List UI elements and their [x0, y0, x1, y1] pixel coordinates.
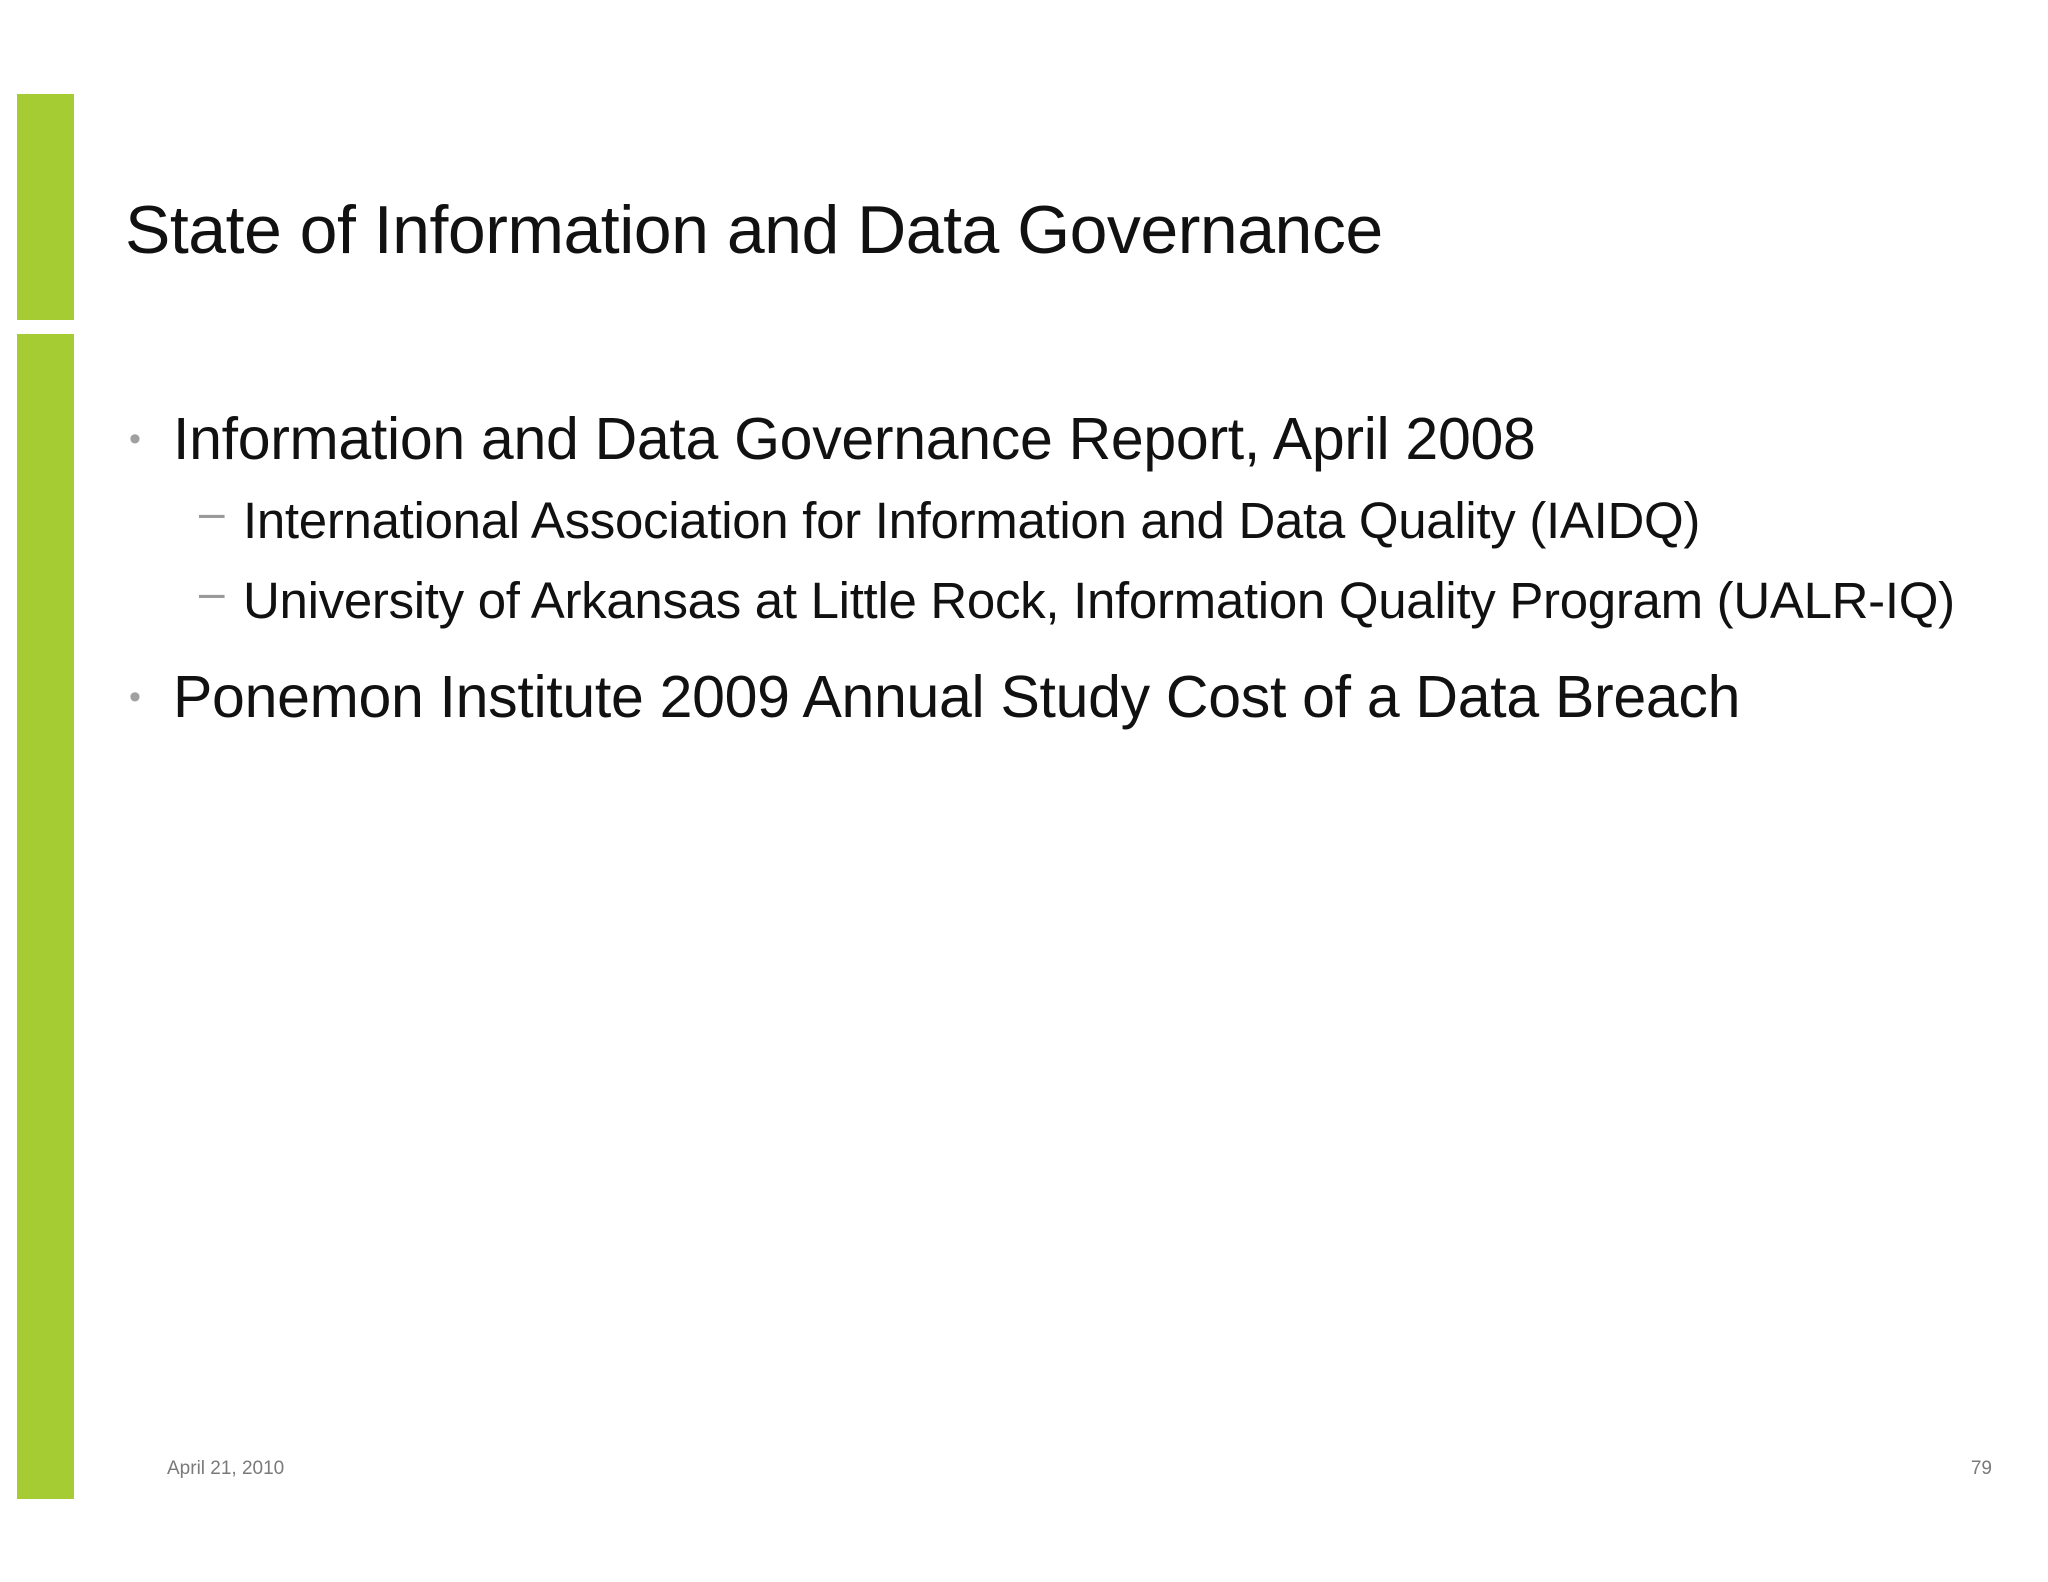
- bullet-item: [125, 400, 1995, 479]
- bullet-text: Ponemon Institute 2009 Annual Study Cost of a Data Breach: [173, 664, 1741, 730]
- accent-bar-main: [17, 334, 74, 1499]
- dash-icon: –: [199, 566, 225, 618]
- slide-body: [125, 400, 1995, 737]
- sub-bullet-text: University of Arkansas at Little Rock, Information Quality Program (UALR-IQ): [243, 572, 1955, 629]
- sub-bullet-item: [125, 567, 2013, 634]
- sub-bullet-item: [125, 487, 1995, 554]
- bullet-item: [125, 658, 1853, 737]
- dash-icon: –: [199, 486, 225, 538]
- sub-bullet-text: International Association for Information and Data Quality (IAIDQ): [243, 492, 1701, 549]
- bullet-text: Information and Data Governance Report, April 2008: [173, 406, 1536, 472]
- bullet-icon: •: [129, 678, 141, 716]
- slide-title: State of Information and Data Governance: [125, 192, 1383, 268]
- footer-date: April 21, 2010: [167, 1458, 285, 1479]
- page-number: 79: [1970, 1458, 1992, 1479]
- bullet-icon: •: [129, 420, 141, 458]
- accent-bar-top: [17, 94, 74, 320]
